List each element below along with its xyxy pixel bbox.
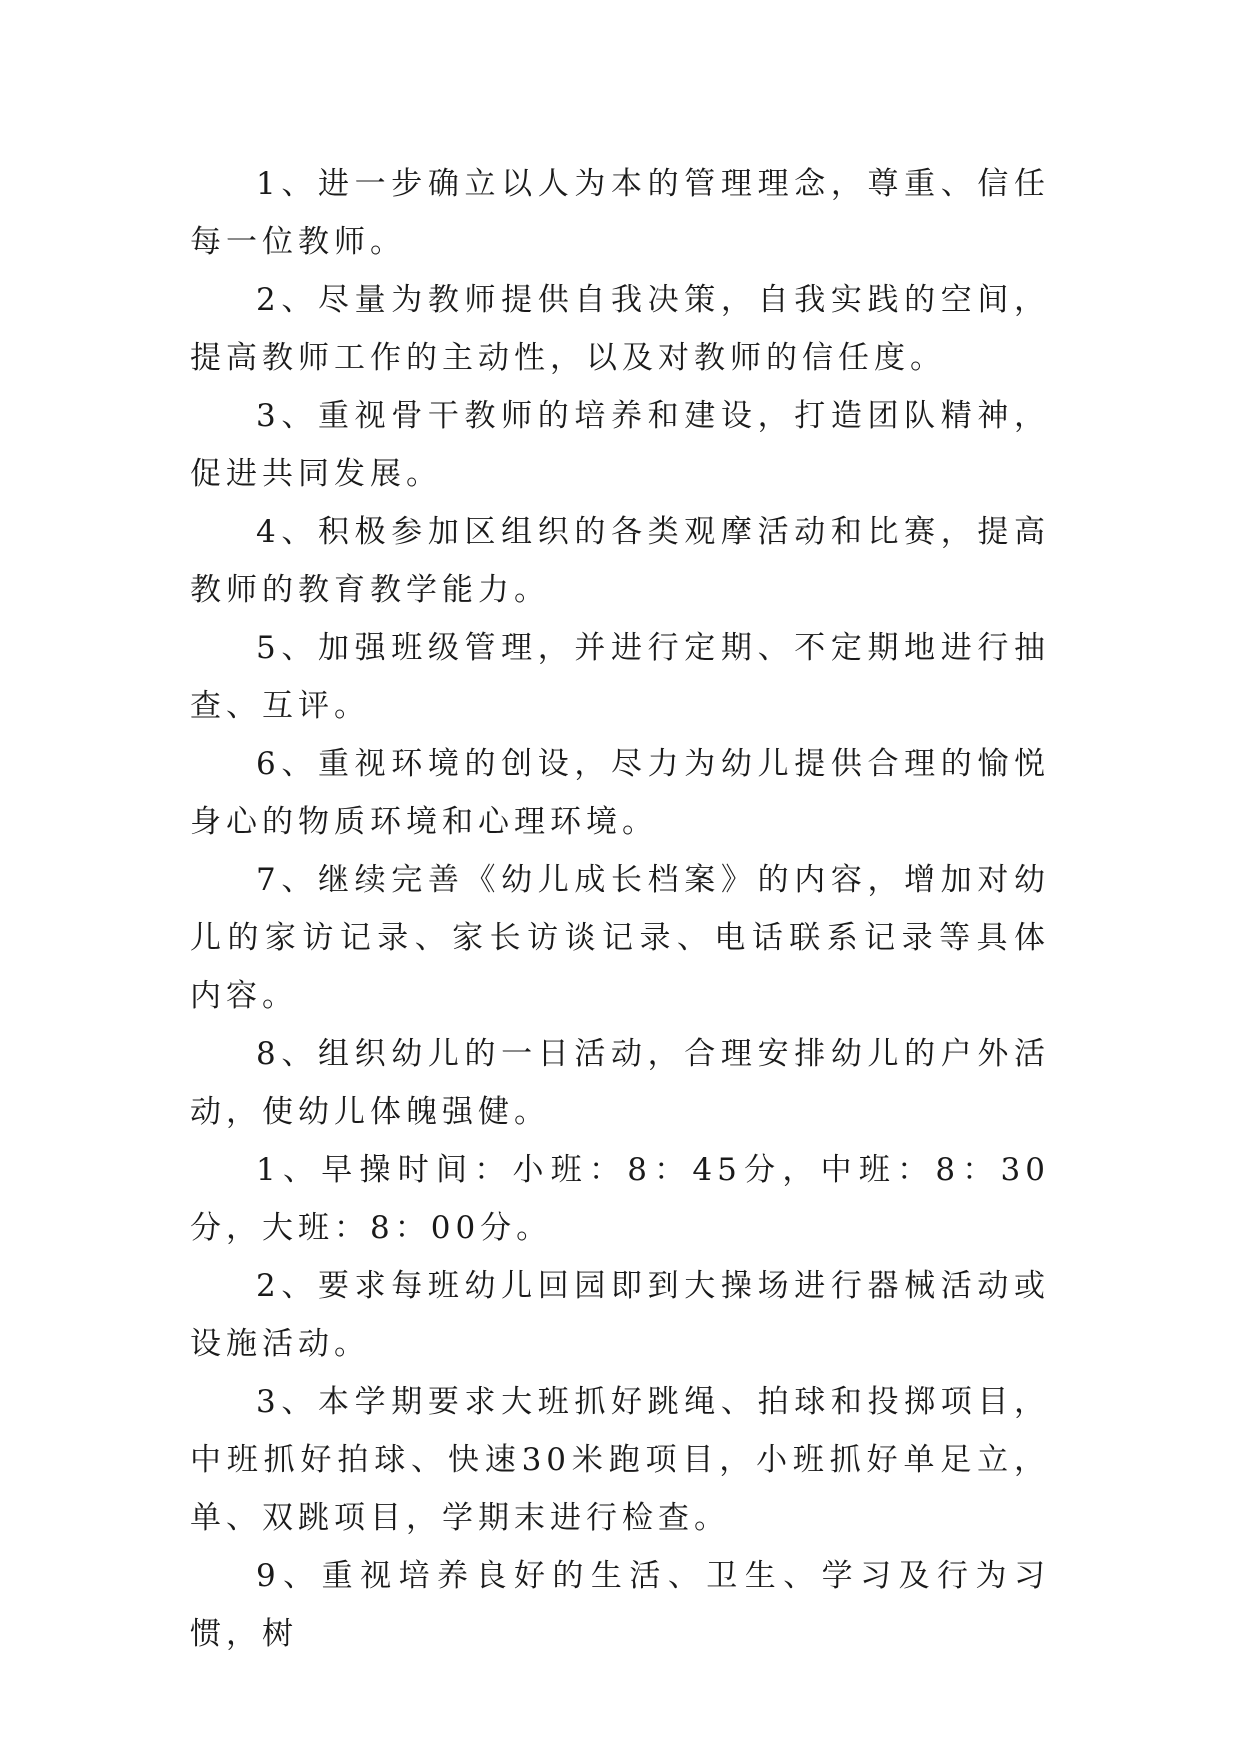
paragraph-7: 7、继续完善《幼儿成长档案》的内容，增加对幼儿的家访记录、家长访谈记录、电话联系记录等具体内容。 [190, 862, 1050, 1014]
paragraph-sports-items: 3、本学期要求大班抓好跳绳、拍球和投掷项目，中班抓好拍球、快速30米跑项目，小班抓好单足立，单、双跳项目，学期末进行检查。 [190, 1384, 1050, 1536]
paragraph-8: 8、组织幼儿的一日活动，合理安排幼儿的户外活动，使幼儿体魄强健。 [190, 1036, 1050, 1130]
paragraph-3: 3、重视骨干教师的培养和建设，打造团队精神，促进共同发展。 [190, 398, 1050, 492]
paragraph-2: 2、尽量为教师提供自我决策，自我实践的空间，提高教师工作的主动性，以及对教师的信任度。 [190, 282, 1050, 376]
paragraph-morning-exercise-time: 1、早操时间：小班：8：45分，中班：8：30分，大班：8：00分。 [190, 1152, 1050, 1246]
paragraph-5: 5、加强班级管理，并进行定期、不定期地进行抽查、互评。 [190, 630, 1050, 724]
paragraph-4: 4、积极参加区组织的各类观摩活动和比赛，提高教师的教育教学能力。 [190, 514, 1050, 608]
paragraph-6: 6、重视环境的创设，尽力为幼儿提供合理的愉悦身心的物质环境和心理环境。 [190, 746, 1050, 840]
paragraph-1: 1、进一步确立以人为本的管理理念，尊重、信任每一位教师。 [190, 166, 1050, 260]
paragraph-9: 9、重视培养良好的生活、卫生、学习及行为习惯，树 [190, 1558, 1050, 1652]
document-body [190, 155, 1050, 1663]
paragraph-outdoor-activity: 2、要求每班幼儿回园即到大操场进行器械活动或设施活动。 [190, 1268, 1050, 1362]
